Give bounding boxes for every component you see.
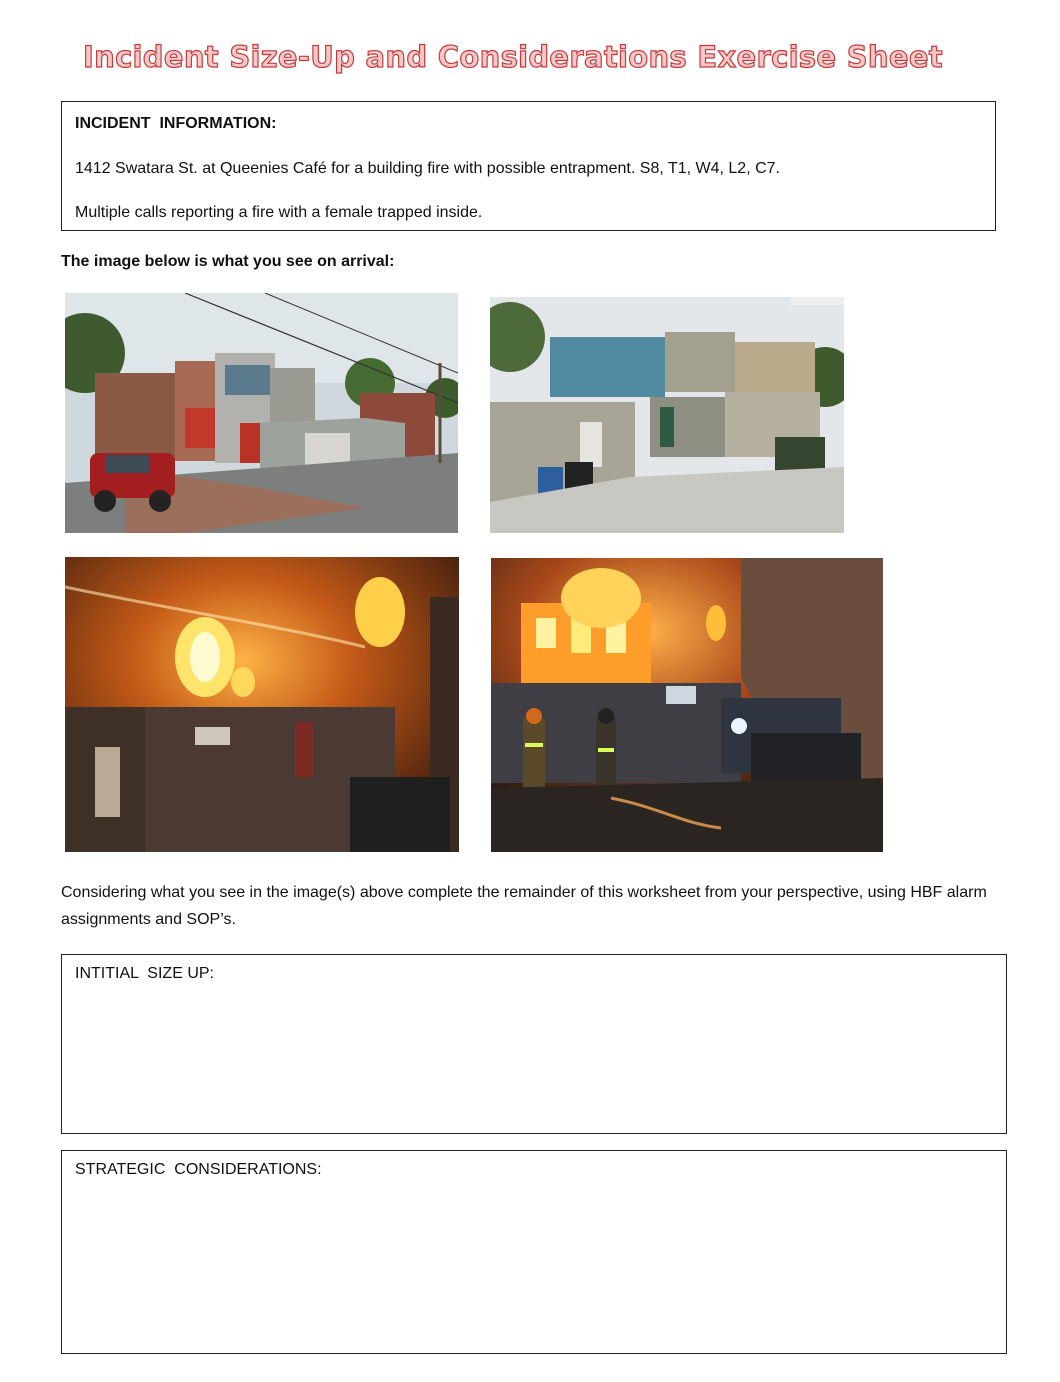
incident-info-box [61,101,996,231]
incident-info-line-2: Multiple calls reporting a fire with a female trapped inside. [75,204,483,221]
fire-firefighters-photo [491,558,883,852]
arrival-label: The image below is what you see on arrival: [61,253,395,270]
rear-alley-photo [490,297,844,533]
page-title: Incident Size-Up and Considerations Exercise Sheet [83,40,943,74]
instructions-text: Considering what you see in the image(s) above complete the remainder of this worksheet from your perspective, using HBF alarm assignments and SOP’s. [61,884,987,928]
initial-size-up-label: INTITIAL SIZE UP: [75,965,214,982]
fire-rear-photo [65,557,459,852]
strategic-considerations-box[interactable] [61,1150,1007,1354]
street-view-photo [65,293,458,533]
incident-info-line-1: 1412 Swatara St. at Queenies Café for a building fire with possible entrapment. S8, T1, W4, L2, C7. [75,160,780,177]
strategic-considerations-label: STRATEGIC CONSIDERATIONS: [75,1161,322,1178]
initial-size-up-box[interactable] [61,954,1007,1134]
incident-info-header: INCIDENT INFORMATION: [75,115,277,132]
